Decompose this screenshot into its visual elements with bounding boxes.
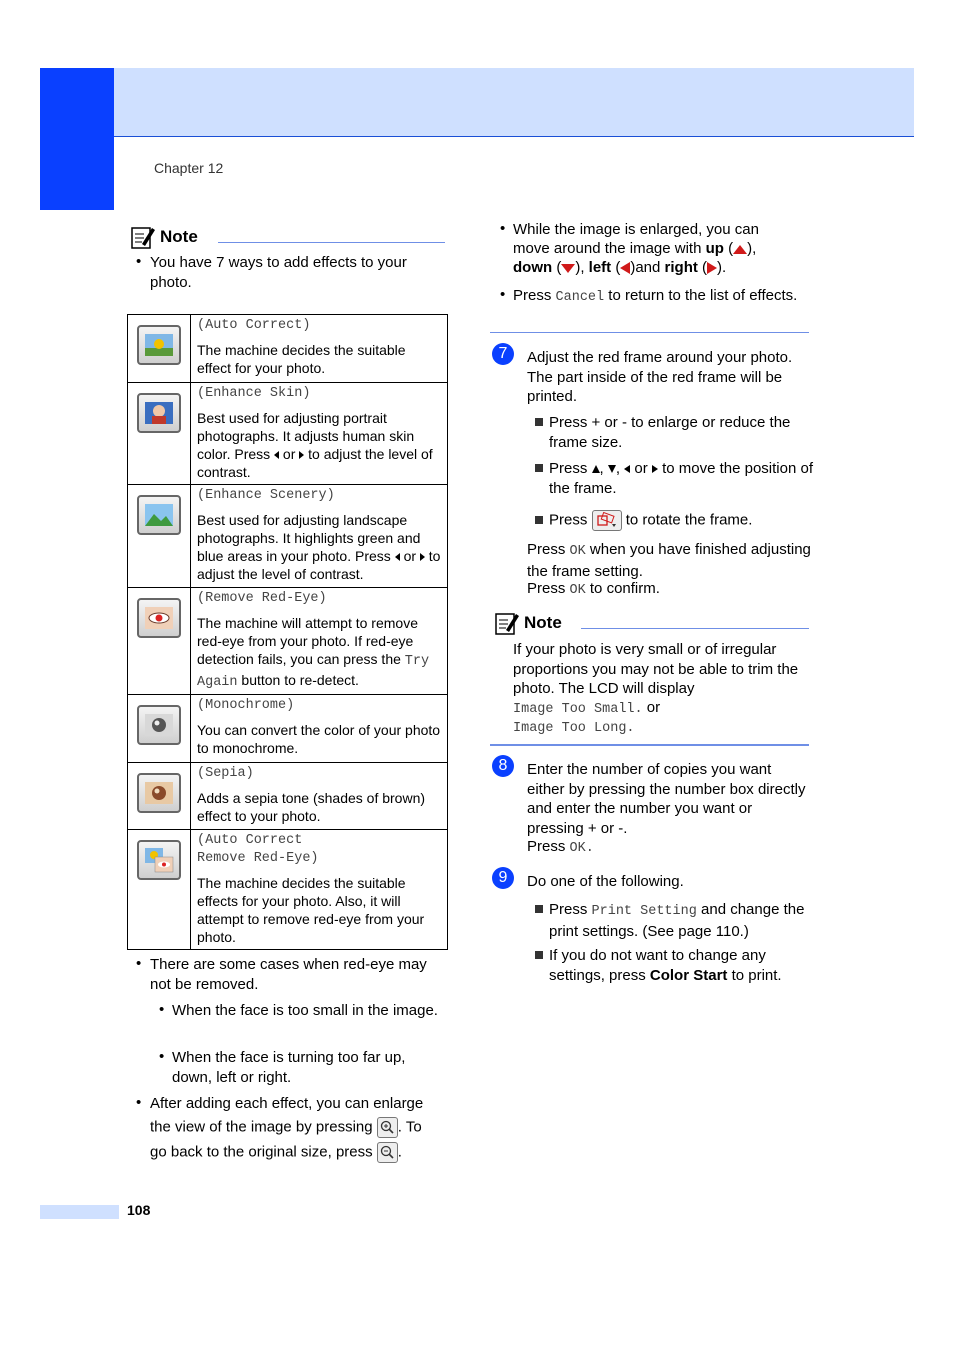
- note-2-code-line2: [513, 717, 808, 739]
- press-text: Press: [527, 541, 566, 558]
- bullet-dot: •: [159, 1001, 165, 1018]
- enlarge-text: . To: [397, 1118, 422, 1136]
- effect-name: (Enhance Scenery): [197, 488, 335, 503]
- step-7-bullet-3: [549, 510, 814, 531]
- left-triangle-icon: [624, 465, 630, 473]
- right-label: right: [664, 259, 698, 276]
- press-text: Press: [527, 580, 566, 597]
- step9-text: Press: [549, 901, 588, 918]
- note-label: Note: [524, 613, 562, 632]
- up-arrow-icon: [733, 245, 747, 254]
- desc-cell: [191, 588, 448, 695]
- icon-cell: [128, 695, 191, 763]
- icon-cell: [128, 763, 191, 830]
- step7-text: when you have finished adjusting the frame setting.: [527, 541, 811, 580]
- move-bullet-line1: While the image is enlarged, you can: [513, 221, 759, 238]
- sub-bullet: When the face is too small in the image.: [172, 1002, 438, 1019]
- sepia-icon[interactable]: [137, 773, 181, 813]
- step-9-bullet-1: [549, 900, 814, 941]
- square-bullet: [535, 464, 543, 472]
- step-7-ok-2: [527, 579, 812, 601]
- note-rule: [218, 242, 445, 243]
- step7-text: to move the position of the frame.: [549, 460, 813, 497]
- desc-text: Best used for adjusting landscape photographs. It highlights green and blue areas in your photo. Press: [197, 512, 421, 564]
- enlarge-text: .: [397, 1143, 402, 1161]
- redeye-bullet: There are some cases when red-eye may not be removed.: [150, 956, 427, 993]
- ok-label: OK.: [569, 841, 594, 856]
- monochrome-icon[interactable]: [137, 705, 181, 745]
- bullet-dot: •: [500, 286, 506, 303]
- note-2-text: If your photo is very small or of irregular proportions you may not be able to trim the photo. The LCD will display: [513, 641, 799, 697]
- rotate-frame-key-icon[interactable]: [592, 510, 622, 531]
- ok-label: OK: [569, 583, 586, 598]
- bullet-dot: •: [500, 220, 506, 237]
- note-rule: [581, 628, 809, 629]
- effect-name: (Monochrome): [197, 698, 295, 713]
- note-pencil-icon: [494, 610, 520, 636]
- icon-cell: [128, 485, 191, 588]
- print-setting-label: Print Setting: [591, 904, 697, 919]
- icon-cell: [128, 830, 191, 950]
- up-label: up: [705, 240, 724, 257]
- left-label: left: [588, 259, 612, 276]
- bullet-dot: •: [136, 253, 142, 270]
- color-start-label: Color Start: [649, 966, 728, 984]
- cancel-label: Cancel: [555, 290, 605, 305]
- down-triangle-icon: [608, 465, 616, 473]
- sub-bullet: When the face is turning too far up, down, left or right.: [172, 1049, 406, 1086]
- remove-red-eye-icon[interactable]: [137, 598, 181, 638]
- left-arrow-icon: [620, 262, 630, 274]
- step-8-text: Enter the number of copies you want either by pressing the number box directly and enter the number you want or pressing + or -.: [527, 761, 806, 837]
- effect-desc: The machine decides the suitable effects for your photo. Also, it will attempt to remove red-eye from your photo.: [197, 875, 425, 945]
- effect-name: (Remove Red-Eye): [197, 591, 327, 606]
- icon-cell: [128, 315, 191, 383]
- section-rule: [490, 332, 809, 333]
- press-text: Press: [527, 838, 566, 855]
- step7-text: to confirm.: [589, 580, 660, 597]
- effect-desc: You can convert the color of your photo to monochrome.: [197, 722, 441, 756]
- effect-name: (Auto Correct: [197, 833, 303, 848]
- enlarge-bullet-line3: [150, 1142, 450, 1163]
- desc-text: to adjust the level of contrast.: [197, 446, 433, 480]
- right-arrow-icon: [707, 262, 717, 274]
- effect-desc: [197, 614, 441, 692]
- effects-table: [127, 314, 448, 950]
- step7-text: Press: [549, 460, 588, 477]
- desc-text: button to re-detect.: [241, 672, 359, 688]
- table-row: [128, 763, 448, 830]
- desc-text: or: [403, 548, 417, 564]
- table-row: [128, 315, 448, 383]
- enhance-scenery-icon[interactable]: [137, 495, 181, 535]
- desc-text: to adjust the level of contrast.: [197, 548, 441, 582]
- note-pencil-icon: [130, 224, 156, 250]
- note-label: Note: [160, 227, 198, 246]
- cancel-text: to return to the list of effects.: [608, 287, 798, 304]
- chapter-tab: [40, 68, 114, 210]
- auto-correct-red-eye-icon[interactable]: [137, 840, 181, 880]
- right-triangle-icon: [652, 465, 658, 473]
- ok-label: OK: [569, 544, 586, 559]
- effect-name: Remove Red-Eye): [197, 851, 319, 866]
- desc-text: or: [282, 446, 296, 462]
- or-text: or: [646, 699, 661, 716]
- table-row: [128, 485, 448, 588]
- step-7-bullet-2: Press , , or to move the position of the frame.: [549, 460, 813, 497]
- left-arrow-icon: [274, 451, 279, 459]
- right-arrow-icon: [299, 451, 304, 459]
- chapter-label: Chapter 12: [154, 160, 224, 176]
- zoom-out-key-icon[interactable]: [377, 1142, 398, 1163]
- try-again-label: Try Again: [197, 654, 430, 690]
- table-row: [128, 695, 448, 763]
- step-8-badge: 8: [492, 755, 514, 777]
- desc-cell: [191, 315, 448, 383]
- step-7-bullet-1: Press + or - to enlarge or reduce the frame size.: [549, 414, 791, 451]
- bullet-dot: •: [159, 1048, 165, 1065]
- step7-text: to rotate the frame.: [625, 511, 753, 529]
- note-heading-2: [494, 610, 562, 636]
- step-7-text: Adjust the red frame around your photo. The part inside of the red frame will be printed.: [527, 349, 793, 405]
- effect-desc: [197, 511, 441, 583]
- icon-cell: [128, 588, 191, 695]
- step-8-ok: [527, 837, 812, 859]
- desc-cell: [191, 383, 448, 485]
- bullet-dot: •: [136, 955, 142, 972]
- auto-correct-icon[interactable]: [137, 325, 181, 365]
- move-text: )and: [630, 259, 661, 276]
- right-arrow-icon: [420, 553, 425, 561]
- desc-text: The machine will attempt to remove red-eye from your photo. If red-eye detection fails, you can press the: [197, 615, 418, 667]
- down-arrow-icon: [561, 264, 575, 273]
- step-7-ok-1: [527, 540, 812, 581]
- square-bullet: [535, 516, 543, 524]
- cancel-text: Press: [513, 287, 552, 304]
- effect-desc: [197, 409, 441, 481]
- step7-text: Press: [549, 511, 588, 529]
- desc-cell: [191, 485, 448, 588]
- move-bullet-line2: move around the image with up ( ),: [513, 240, 757, 257]
- note-intro: You have 7 ways to add effects to your photo.: [150, 254, 407, 291]
- desc-cell: [191, 695, 448, 763]
- note-heading: [130, 224, 198, 250]
- step9-text: and change the print settings. (See page 110.): [549, 901, 805, 940]
- enlarge-bullet-line2: [150, 1117, 450, 1138]
- square-bullet: [535, 905, 543, 913]
- enlarge-bullet-line1: After adding each effect, you can enlarge: [150, 1095, 424, 1112]
- note-bottom-rule: [490, 744, 809, 746]
- step-7-badge: 7: [492, 343, 514, 365]
- step9-text: If you do not want to change any settings, press: [549, 947, 766, 984]
- desc-text: Best used for adjusting portrait photographs. It adjusts human skin color. Press: [197, 410, 415, 462]
- table-row: [128, 588, 448, 695]
- step-9-bullet-2: [549, 946, 814, 985]
- desc-cell: [191, 763, 448, 830]
- footer-bar: [40, 1205, 119, 1219]
- move-bullet-line3: down ( ), left ( )and right ( ).: [513, 259, 727, 276]
- left-arrow-icon: [395, 553, 400, 561]
- table-row: [128, 830, 448, 950]
- step-9-text: Do one of the following.: [527, 873, 684, 890]
- effect-name: (Sepia): [197, 766, 254, 781]
- square-bullet: [535, 418, 543, 426]
- move-text: move around the image with: [513, 240, 702, 257]
- image-too-long-label: Image Too Long.: [513, 721, 635, 736]
- effect-desc: The machine decides the suitable effect for your photo.: [197, 342, 406, 376]
- cancel-bullet: [513, 286, 803, 308]
- table-row: [128, 383, 448, 485]
- icon-cell: [128, 383, 191, 485]
- image-too-small-label: Image Too Small.: [513, 702, 643, 717]
- square-bullet: [535, 951, 543, 959]
- up-triangle-icon: [592, 465, 600, 473]
- bullet-dot: •: [136, 1094, 142, 1111]
- down-label: down: [513, 259, 553, 276]
- enlarge-text: the view of the image by pressing: [150, 1118, 373, 1136]
- zoom-in-key-icon[interactable]: [377, 1117, 398, 1138]
- enlarge-text: go back to the original size, press: [150, 1143, 373, 1161]
- enhance-skin-icon[interactable]: [137, 393, 181, 433]
- page-number: 108: [127, 1202, 151, 1218]
- step-9-badge: 9: [492, 867, 514, 889]
- effect-desc: Adds a sepia tone (shades of brown) effect to your photo.: [197, 790, 426, 824]
- desc-cell: [191, 830, 448, 950]
- header-band: [114, 68, 914, 137]
- effect-name: (Auto Correct): [197, 318, 311, 333]
- effect-name: (Enhance Skin): [197, 386, 311, 401]
- step9-text: to print.: [731, 966, 782, 984]
